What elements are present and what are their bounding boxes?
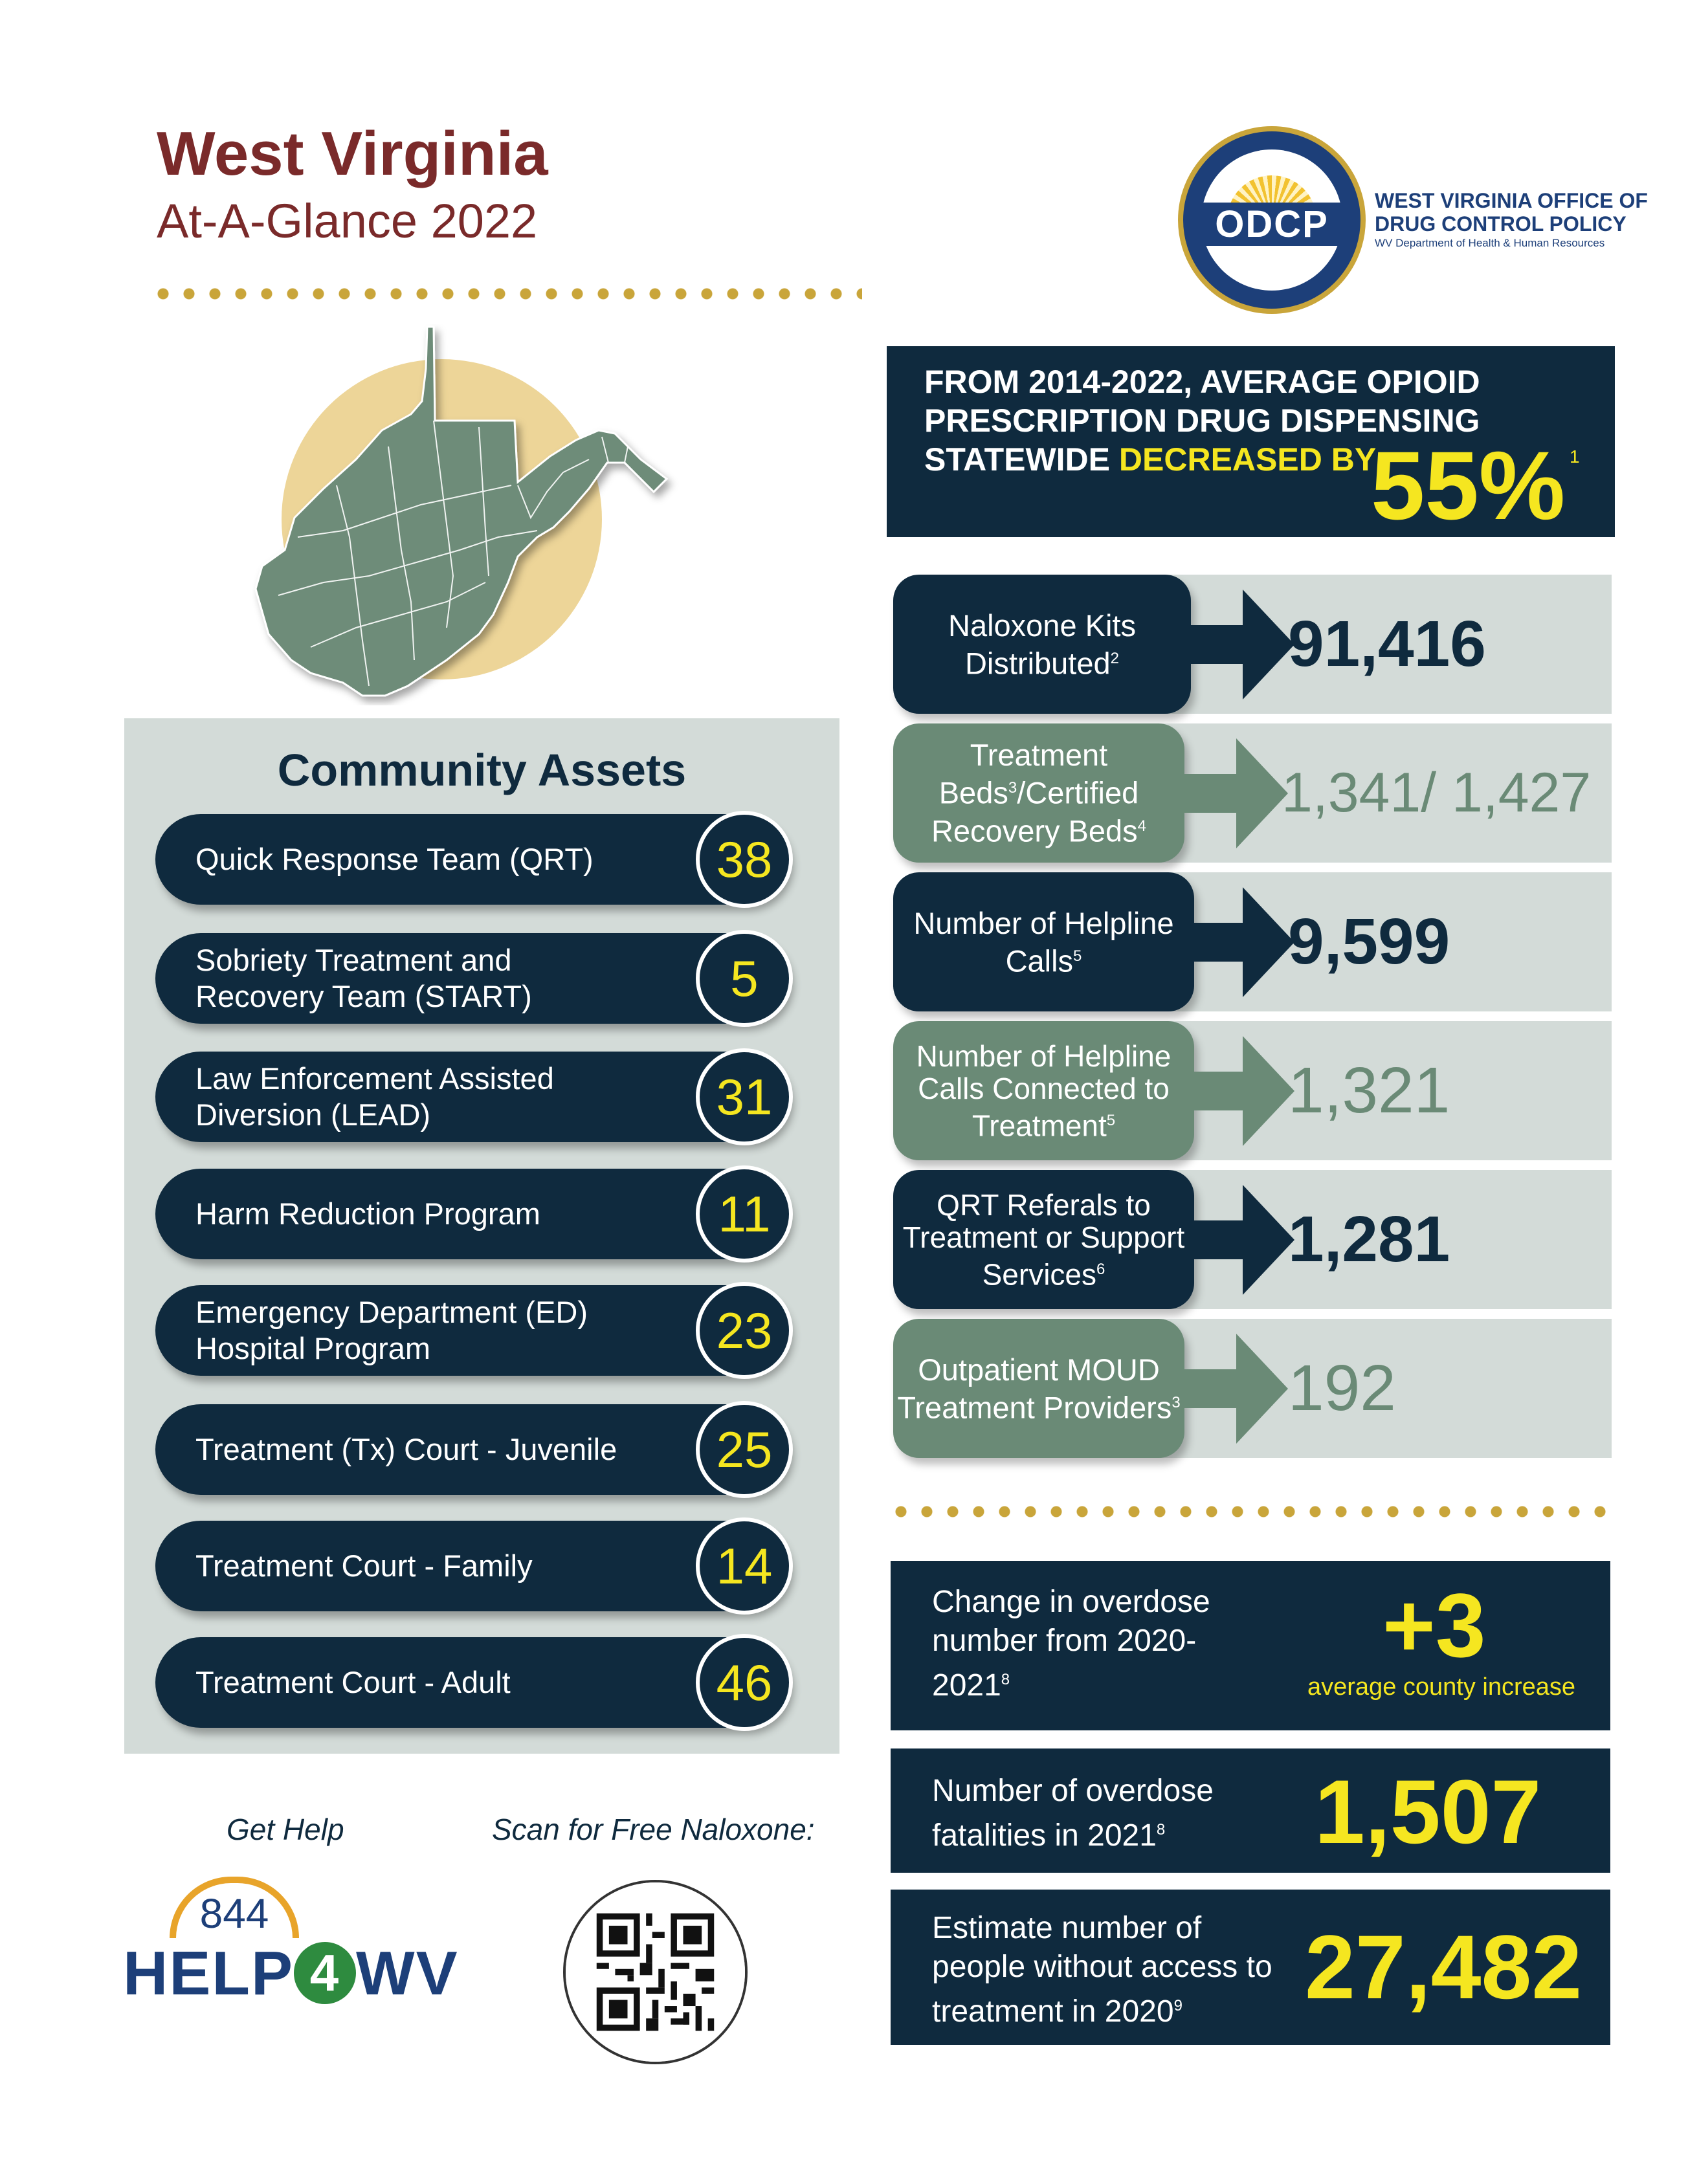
arrow-right-icon [1191,1036,1294,1146]
dotted-divider-top [150,287,862,300]
stat-value: 91,416 [1288,608,1486,680]
stat-moud-providers [893,1319,1612,1458]
get-help-caption: Get Help [227,1813,344,1846]
asset-item-lead: Law Enforcement Assisted Diversion (LEAD) 31 [155,1052,790,1142]
asset-item-qrt: Quick Response Team (QRT) 38 [155,814,790,905]
headline-text: FROM 2014-2022, AVERAGE OPIOID PRESCRIPTION DRUG DISPENSING STATEWIDE DECREASED BY [924,364,1480,478]
headline-percent: 55% [1371,431,1566,540]
page-subtitle: At-A-Glance 2022 [157,194,538,248]
stat-value: 192 [1288,1352,1396,1424]
arrow-right-icon [1191,1185,1294,1295]
asset-count: 38 [696,811,793,908]
asset-item-start: Sobriety Treatment and Recovery Team (START) 5 [155,933,790,1024]
stat-label: Naloxone Kits Distributed$^2$ [893,575,1191,714]
box-overdose-change: Change in overdose number from $2020-2021^8$ +3 average county increase [891,1561,1610,1730]
stat-value: 1,321 [1288,1054,1450,1127]
west-virginia-map-icon [252,324,680,705]
box-value: 27,482 [1305,1916,1582,2018]
help-logo-number: 844 [199,1890,269,1937]
odcp-logo-name: WEST VIRGINIA OFFICE OF DRUG CONTROL POLICY [1375,189,1648,236]
asset-count: 25 [696,1401,793,1498]
asset-item-court-adult: Treatment Court - Adult 46 [155,1637,790,1728]
dotted-divider-right [888,1505,1613,1518]
stat-value: 1,341/ 1,427 [1282,762,1592,824]
stat-label: Number of Helpline Calls Connected to Treatment$^5$ [893,1021,1194,1160]
stat-qrt-referrals [893,1170,1612,1309]
asset-count: 5 [696,930,793,1027]
arrow-right-icon [1184,1334,1288,1444]
asset-count: 23 [696,1282,793,1379]
box-value: 1,507 [1315,1761,1542,1862]
odcp-seal-logo: ODCP [1178,126,1366,314]
asset-item-court-family: Treatment Court - Family 14 [155,1521,790,1611]
asset-count: 46 [696,1634,793,1731]
box-overdose-fatalities: Number of overdose fatalities in 2021$^8$ 1,507 [891,1748,1610,1873]
stat-helpline-calls [893,872,1612,1011]
arrow-right-icon [1191,887,1294,997]
asset-item-ed-hospital: Emergency Department (ED) Hospital Program 23 [155,1285,790,1376]
stat-label: Outpatient MOUD Treatment Providers$^3$ [893,1319,1184,1458]
box-subtext: average county increase [1307,1673,1576,1701]
box-without-access: Estimate number of people without access to treatment in 2020$^9$ 27,482 [891,1890,1610,2045]
asset-item-harm-reduction: Harm Reduction Program 11 [155,1169,790,1259]
stat-helpline-connected [893,1021,1612,1160]
asset-count: 14 [696,1517,793,1615]
stat-value: 1,281 [1288,1203,1450,1275]
stat-value: 9,599 [1288,905,1450,978]
page-title: West Virginia [157,119,548,188]
asset-count: 31 [696,1048,793,1145]
asset-item-tx-court-juvenile: Treatment (Tx) Court - Juvenile 25 [155,1404,790,1495]
community-assets-title: Community Assets [277,745,687,795]
arrow-right-icon [1191,590,1294,700]
stat-label: Number of Helpline Calls$^5$ [893,872,1194,1011]
odcp-department: WV Department of Health & Human Resources [1375,237,1605,249]
headline-footnote: 1 [1570,447,1580,467]
arrow-right-icon [1184,738,1288,848]
help4wv-logo[interactable]: HELP 4 WV [123,1939,459,2008]
stat-treatment-beds [893,723,1612,863]
scan-caption: Scan for Free Naloxone: [492,1813,815,1846]
qr-code-icon [566,1882,745,2062]
stat-label: QRT Referals to Treatment or Support Services$^6$ [893,1170,1194,1309]
asset-count: 11 [696,1165,793,1263]
box-value: +3 [1383,1574,1486,1676]
naloxone-qr-code[interactable] [563,1880,748,2064]
stat-naloxone-kits [893,575,1612,714]
stat-label: Treatment Beds$^3$/Certified Recovery Beds$^4$ [893,723,1184,863]
